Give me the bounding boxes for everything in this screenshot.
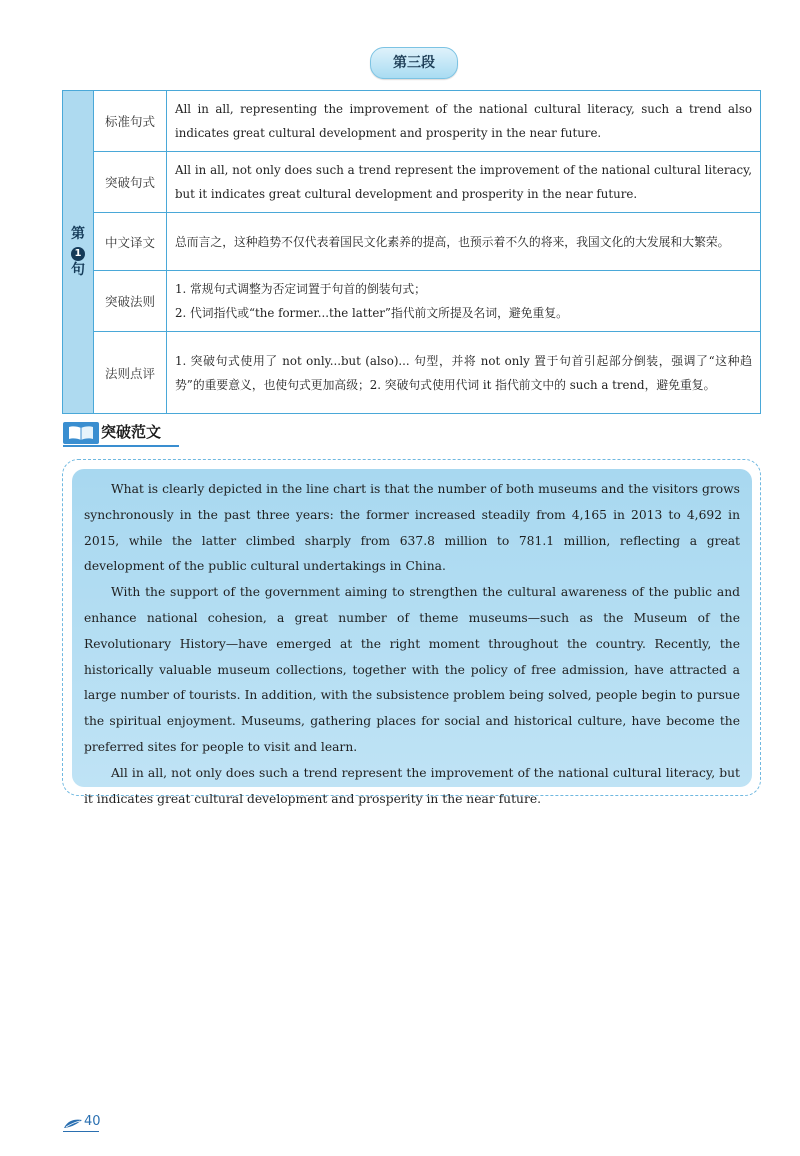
row-label: 法则点评 [94,332,167,414]
page-footer [63,1114,123,1132]
row-content [167,91,761,152]
row-line: All in all, not only does such a trend represent the improvement of the national cultural literacy, but it indicates great cultural development and prosperity in the near future. [175,163,752,201]
essay-heading [63,421,175,445]
row-line: 2. 代词指代或“the former...the latter”指代前文所提及名词，避免重复。 [175,306,568,320]
row-line: 1. 突破句式使用了 not only...but (also)... 句型，并将 not only 置于句首引起部分倒装，强调了“这种趋势”的重要意义，也使句式更加高级；2. 突破句式使用代词 it 指代前文中的 such a trend，避免重复。 [175,353,752,392]
book-icon [63,422,99,444]
section-title-tab: 第三段 [370,47,458,79]
table-row [63,271,761,332]
page-number: 40 [84,1114,101,1129]
row-label: 突破法则 [94,271,167,332]
table-row [63,152,761,213]
row-content [167,271,761,332]
row-label: 突破句式 [94,152,167,213]
heading-underline [63,445,179,447]
row-line: All in all, representing the improvement of the national cultural literacy, such a trend also indicates great cultural development and prosperity in the near future. [175,102,752,140]
essay-paragraph: With the support of the government aiming to strengthen the cultural awareness of the public and enhance national cohesion, a great number of theme museums—such as the Museum of the Revolutionary History—have emerged at the right moment throughout the country. Recently, the historically valuable museum collections, together with the policy of free admission, have attracted a large number of tourists. In addition, with the subsistence problem being solved, people begin to pursue the spiritual enjoyment. Museums, gathering places for social and historical culture, have become the preferred sites for people to visit and learn. [84,585,740,754]
row-line: 1. 常规句式调整为否定词置于句首的倒装句式； [175,282,426,296]
sentence-number-circle: 1 [71,247,85,261]
table-row [63,332,761,414]
model-essay [72,469,752,806]
row-content [167,213,761,271]
sentence-label-char1: 第 [71,226,85,242]
essay-paragraph: What is clearly depicted in the line chart is that the number of both museums and the visitors grows synchronously in the past three years: the former increased steadily from 4,165 in 2013 to 4,692 in 2015, while the latter climbed sharply from 637.8 million to 781.1 million, reflecting a great development of the public cultural undertakings in China. [84,482,740,574]
row-label: 标准句式 [94,91,167,152]
essay-paragraph: All in all, not only does such a trend represent the improvement of the national cultural literacy, but it indicates great cultural development and prosperity in the near future. [84,765,740,806]
page-number-underline [63,1131,99,1132]
essay-heading-text: 突破范文 [101,423,162,441]
sentence-analysis-table [62,90,761,414]
row-content [167,152,761,213]
page-leaf-icon [63,1118,83,1130]
table-row [63,91,761,152]
sentence-number-label [63,91,94,414]
row-content [167,332,761,414]
sentence-label-char2: 句 [71,262,85,278]
row-label: 中文译文 [94,213,167,271]
table-row [63,213,761,271]
row-line: 总而言之，这种趋势不仅代表着国民文化素养的提高，也预示着不久的将来，我国文化的大发展和大繁荣。 [175,234,730,249]
